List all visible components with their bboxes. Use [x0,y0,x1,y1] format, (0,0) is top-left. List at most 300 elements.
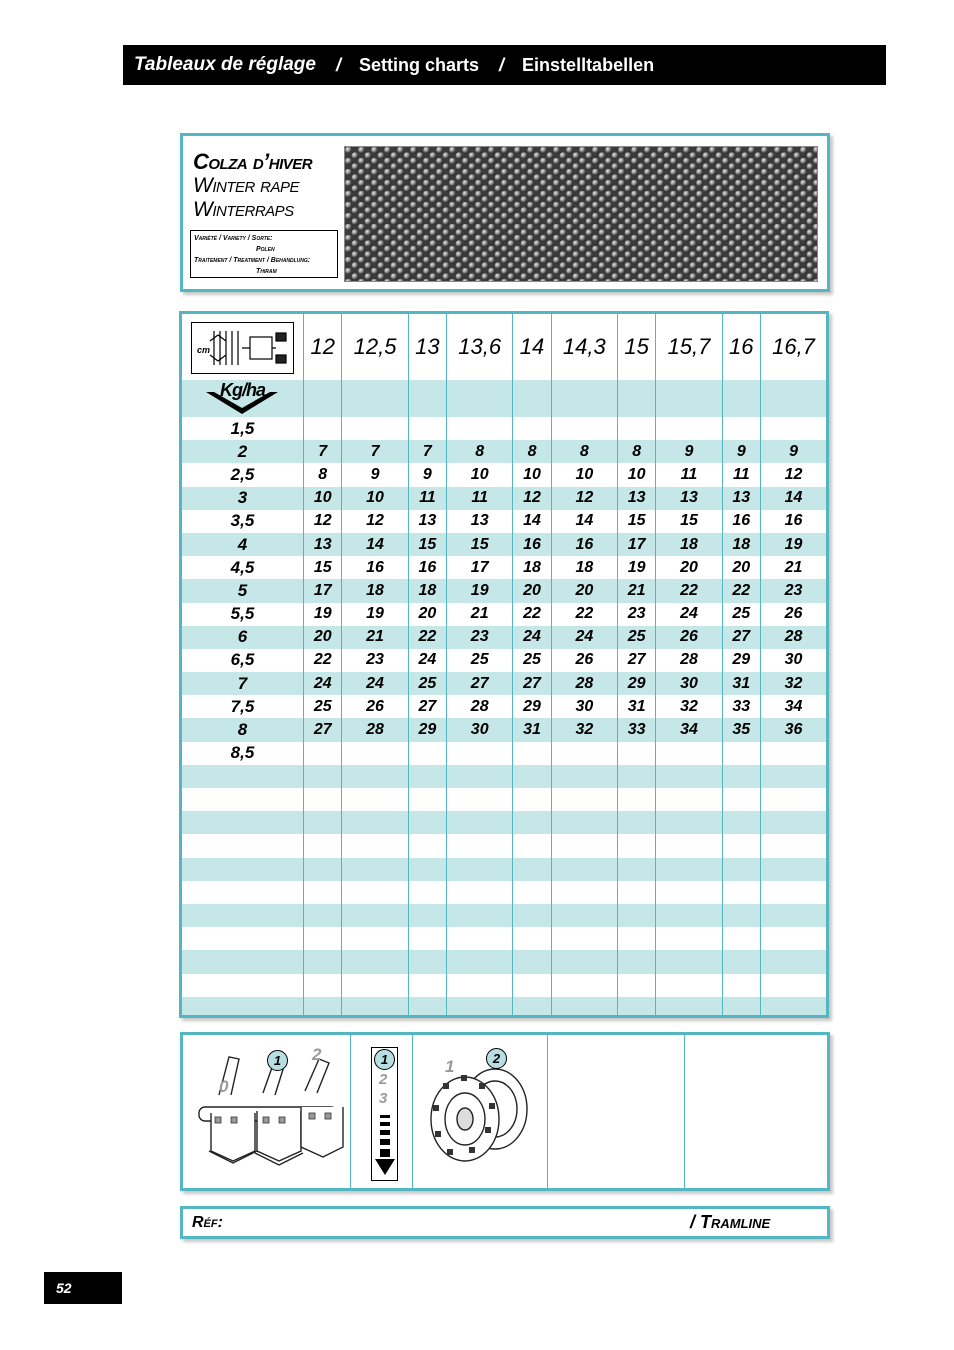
value-cell [447,811,513,834]
value-cell [761,742,826,765]
seed-name-de: Winterraps [193,198,294,221]
value-cell: 10 [551,463,617,486]
value-cell: 20 [722,556,760,579]
value-cell [617,974,655,997]
value-cell [447,788,513,811]
value-cell: 12 [513,487,551,510]
value-cell: 28 [656,649,722,672]
rate-cell [182,834,304,857]
value-cell: 28 [342,718,408,741]
value-cell [408,881,446,904]
value-cell: 19 [342,603,408,626]
value-cell: 28 [447,695,513,718]
value-cell: 26 [551,649,617,672]
variety-value: Polen [256,246,275,253]
value-cell [722,811,760,834]
value-cell [617,417,655,440]
rate-cell: 2,5 [230,464,255,484]
empty-cell [447,380,513,417]
value-cell: 12 [551,487,617,510]
rate-cell [182,765,304,788]
value-cell: 22 [656,579,722,602]
value-cell [342,788,408,811]
value-cell [513,881,551,904]
table-row [182,556,826,579]
value-cell [342,881,408,904]
treatment-label: Traitement / Treatment / Behandlung: [194,257,311,264]
value-cell [656,974,722,997]
value-cell [761,811,826,834]
table-row [182,649,826,672]
value-cell [656,858,722,881]
variety-box [190,230,338,278]
value-cell [722,927,760,950]
value-cell: 25 [447,649,513,672]
value-cell: 13 [408,510,446,533]
value-cell: 28 [551,672,617,695]
value-cell [761,788,826,811]
value-cell: 25 [304,695,342,718]
value-cell: 18 [722,533,760,556]
empty-cell [304,380,342,417]
value-cell [761,974,826,997]
value-cell [722,950,760,973]
value-cell: 8 [447,440,513,463]
value-cell: 19 [447,579,513,602]
value-cell: 20 [551,579,617,602]
value-cell [408,834,446,857]
value-cell: 21 [617,579,655,602]
value-cell [551,417,617,440]
value-cell [656,742,722,765]
empty-cell [551,380,617,417]
value-cell: 14 [513,510,551,533]
speed-position-2: 2 [379,1071,388,1088]
value-cell [447,997,513,1018]
title-fr: Tableaux de réglage [134,54,316,75]
value-cell [304,974,342,997]
value-cell [656,881,722,904]
value-cell [617,904,655,927]
value-cell: 21 [447,603,513,626]
value-cell: 16 [761,510,826,533]
value-cell: 25 [722,603,760,626]
rate-cell [182,904,304,927]
value-cell: 26 [342,695,408,718]
value-cell [342,950,408,973]
value-cell [342,974,408,997]
reference-bar [180,1206,830,1239]
value-cell: 31 [513,718,551,741]
value-cell: 30 [447,718,513,741]
value-cell [513,950,551,973]
rate-cell [182,997,304,1018]
value-cell [617,858,655,881]
value-cell: 36 [761,718,826,741]
value-cell [304,742,342,765]
flap-position-0: 0 [219,1077,229,1096]
value-cell: 24 [342,672,408,695]
value-cell [551,834,617,857]
column-header: 15,7 [656,314,722,380]
value-cell: 10 [304,487,342,510]
value-cell [551,997,617,1018]
value-cell [342,742,408,765]
value-cell [722,858,760,881]
row-spacing-unit: cm [197,345,211,355]
rate-cell: 8 [182,718,304,741]
value-cell: 27 [722,626,760,649]
empty-cell [342,380,408,417]
table-row [182,672,826,695]
value-cell [342,765,408,788]
value-cell: 9 [656,440,722,463]
rate-cell: 4 [182,533,304,556]
value-cell: 25 [513,649,551,672]
value-cell [304,788,342,811]
spacing-icon-cell [182,314,304,380]
rate-cell [182,811,304,834]
value-cell: 30 [761,649,826,672]
value-cell [513,974,551,997]
value-cell: 34 [656,718,722,741]
value-cell: 10 [513,463,551,486]
value-cell: 31 [617,695,655,718]
seed-name [193,150,312,222]
value-cell: 22 [722,579,760,602]
wheel-position-1: 1 [445,1057,455,1076]
value-cell: 14 [551,510,617,533]
value-cell [656,811,722,834]
column-header: 12,5 [342,314,408,380]
value-cell: 29 [617,672,655,695]
flap-position-2: 2 [312,1045,322,1064]
value-cell [408,765,446,788]
value-cell: 9 [722,440,760,463]
rate-cell: 3,5 [230,511,255,531]
value-cell: 23 [342,649,408,672]
seed-texture [345,147,818,282]
value-cell [447,881,513,904]
table-row [182,974,826,997]
table-row [182,626,826,649]
table-row [182,927,826,950]
table-row [182,950,826,973]
empty-cell [617,380,655,417]
table-row [182,811,826,834]
rate-cell: 8,5 [230,743,255,763]
column-header: 16,7 [761,314,826,380]
value-cell [408,997,446,1018]
value-cell [513,904,551,927]
value-cell: 22 [304,649,342,672]
value-cell [722,834,760,857]
value-cell: 13 [617,487,655,510]
value-cell: 23 [761,579,826,602]
empty-cell [656,380,722,417]
value-cell: 11 [408,487,446,510]
value-cell: 26 [761,603,826,626]
value-cell: 27 [617,649,655,672]
table-row [182,603,826,626]
value-cell [447,742,513,765]
speed-arrow-icon [373,1113,397,1179]
column-header: 15 [617,314,655,380]
value-cell [513,834,551,857]
value-cell [447,950,513,973]
value-cell [656,904,722,927]
value-cell: 19 [304,603,342,626]
value-cell [656,765,722,788]
column-header: 14,3 [551,314,617,380]
value-cell [761,950,826,973]
value-cell: 8 [304,463,342,486]
value-cell [761,997,826,1018]
table-row [182,742,826,765]
value-cell: 11 [656,463,722,486]
value-cell [447,904,513,927]
value-cell: 21 [761,556,826,579]
value-cell [513,811,551,834]
value-cell [722,765,760,788]
value-cell: 9 [761,440,826,463]
value-cell [513,858,551,881]
value-cell: 10 [342,487,408,510]
value-cell [722,974,760,997]
value-cell: 12 [761,463,826,486]
rate-cell: 6,5 [230,650,255,670]
value-cell: 7 [408,440,446,463]
value-cell: 16 [342,556,408,579]
value-cell: 23 [447,626,513,649]
value-cell [722,881,760,904]
table-row [182,881,826,904]
value-cell: 15 [656,510,722,533]
value-cell: 24 [551,626,617,649]
value-cell [761,834,826,857]
value-cell: 29 [722,649,760,672]
value-cell: 10 [617,463,655,486]
value-cell [551,788,617,811]
rate-cell: 5 [182,579,304,602]
column-header: 12 [304,314,342,380]
value-cell [617,927,655,950]
value-cell: 24 [656,603,722,626]
value-cell: 30 [656,672,722,695]
value-cell: 15 [447,533,513,556]
table-row [182,904,826,927]
value-cell: 35 [722,718,760,741]
value-cell: 27 [513,672,551,695]
value-cell [408,950,446,973]
value-cell: 32 [656,695,722,718]
table-row [182,417,826,440]
value-cell [617,788,655,811]
value-cell [408,904,446,927]
value-cell [722,742,760,765]
value-cell [408,811,446,834]
value-cell [656,950,722,973]
value-cell: 28 [761,626,826,649]
value-cell [656,927,722,950]
value-cell [551,765,617,788]
empty-cell [513,380,551,417]
value-cell: 14 [761,487,826,510]
flap-position-1-selected: 1 [267,1050,288,1071]
page-number: 52 [44,1272,122,1304]
value-cell [656,997,722,1018]
value-cell [617,811,655,834]
page-header [123,45,886,85]
table-header-row [182,314,826,380]
value-cell [551,974,617,997]
flap-illustration [191,1051,346,1179]
value-cell [656,834,722,857]
settings-divider [412,1035,413,1188]
value-cell [551,881,617,904]
table-row [182,440,826,463]
value-cell: 7 [342,440,408,463]
tramline-label: / Tramline [690,1212,771,1232]
value-cell: 15 [617,510,655,533]
variety-label: Variété / Variety / Sorte: [194,235,273,242]
setting-table [182,314,826,1018]
value-cell [551,904,617,927]
empty-cell [761,380,826,417]
value-cell: 18 [513,556,551,579]
value-cell [304,834,342,857]
value-cell [304,997,342,1018]
rate-cell: 6 [182,626,304,649]
value-cell: 18 [342,579,408,602]
value-cell: 9 [408,463,446,486]
value-cell [722,417,760,440]
value-cell: 29 [513,695,551,718]
value-cell [408,788,446,811]
value-cell: 31 [722,672,760,695]
value-cell: 12 [304,510,342,533]
value-cell: 16 [551,533,617,556]
settings-divider [684,1035,685,1188]
value-cell [761,765,826,788]
value-cell [722,904,760,927]
value-cell [447,858,513,881]
value-cell: 22 [408,626,446,649]
value-cell: 21 [342,626,408,649]
value-cell [617,997,655,1018]
unit-row [182,380,826,417]
value-cell [513,417,551,440]
rate-cell: 5,5 [230,604,255,624]
value-cell [304,950,342,973]
value-cell: 13 [304,533,342,556]
value-cell: 27 [408,695,446,718]
rate-cell [182,788,304,811]
value-cell [342,904,408,927]
value-cell: 24 [408,649,446,672]
title-separator: / [335,54,341,75]
empty-cell [408,380,446,417]
table-row [182,533,826,556]
value-cell [551,858,617,881]
value-cell [617,881,655,904]
value-cell: 34 [761,695,826,718]
treatment-value: Thiram [256,268,277,275]
value-cell: 11 [447,487,513,510]
value-cell [304,417,342,440]
value-cell: 16 [513,533,551,556]
rate-cell: 3 [182,487,304,510]
value-cell: 16 [408,556,446,579]
seed-name-fr: Colza d’hiver [193,149,313,174]
value-cell [513,788,551,811]
value-cell [447,417,513,440]
value-cell: 18 [551,556,617,579]
value-cell: 25 [408,672,446,695]
value-cell: 20 [656,556,722,579]
value-cell: 23 [617,603,655,626]
value-cell: 15 [408,533,446,556]
value-cell [342,927,408,950]
speed-position-3: 3 [379,1090,388,1107]
value-cell [722,997,760,1018]
value-cell: 13 [656,487,722,510]
value-cell: 18 [408,579,446,602]
value-cell: 20 [304,626,342,649]
rate-cell [182,974,304,997]
empty-cell [722,380,760,417]
value-cell [447,765,513,788]
value-cell [513,742,551,765]
value-cell: 8 [617,440,655,463]
rate-cell: 1,5 [230,418,255,438]
value-cell [617,765,655,788]
column-header: 16 [722,314,760,380]
value-cell: 8 [551,440,617,463]
value-cell: 24 [304,672,342,695]
value-cell [513,765,551,788]
title-en: Setting charts [359,54,480,75]
value-cell: 32 [761,672,826,695]
table-row [182,579,826,602]
seed-name-en: Winter rape [193,174,300,197]
reference-label: Réf: [192,1214,223,1231]
value-cell [551,927,617,950]
value-cell [408,927,446,950]
value-cell: 11 [722,463,760,486]
value-cell [617,742,655,765]
value-cell: 13 [722,487,760,510]
value-cell [551,811,617,834]
value-cell [722,788,760,811]
table-row [182,487,826,510]
value-cell: 15 [304,556,342,579]
value-cell: 24 [513,626,551,649]
value-cell [342,858,408,881]
value-cell [617,834,655,857]
setting-table-box [179,311,829,1018]
value-cell: 16 [722,510,760,533]
value-cell: 17 [617,533,655,556]
seed-info-box [180,133,830,292]
table-row [182,788,826,811]
value-cell: 19 [617,556,655,579]
value-cell [408,742,446,765]
value-cell: 22 [513,603,551,626]
value-cell: 27 [304,718,342,741]
value-cell [656,788,722,811]
speed-position-1-selected: 1 [374,1049,395,1070]
